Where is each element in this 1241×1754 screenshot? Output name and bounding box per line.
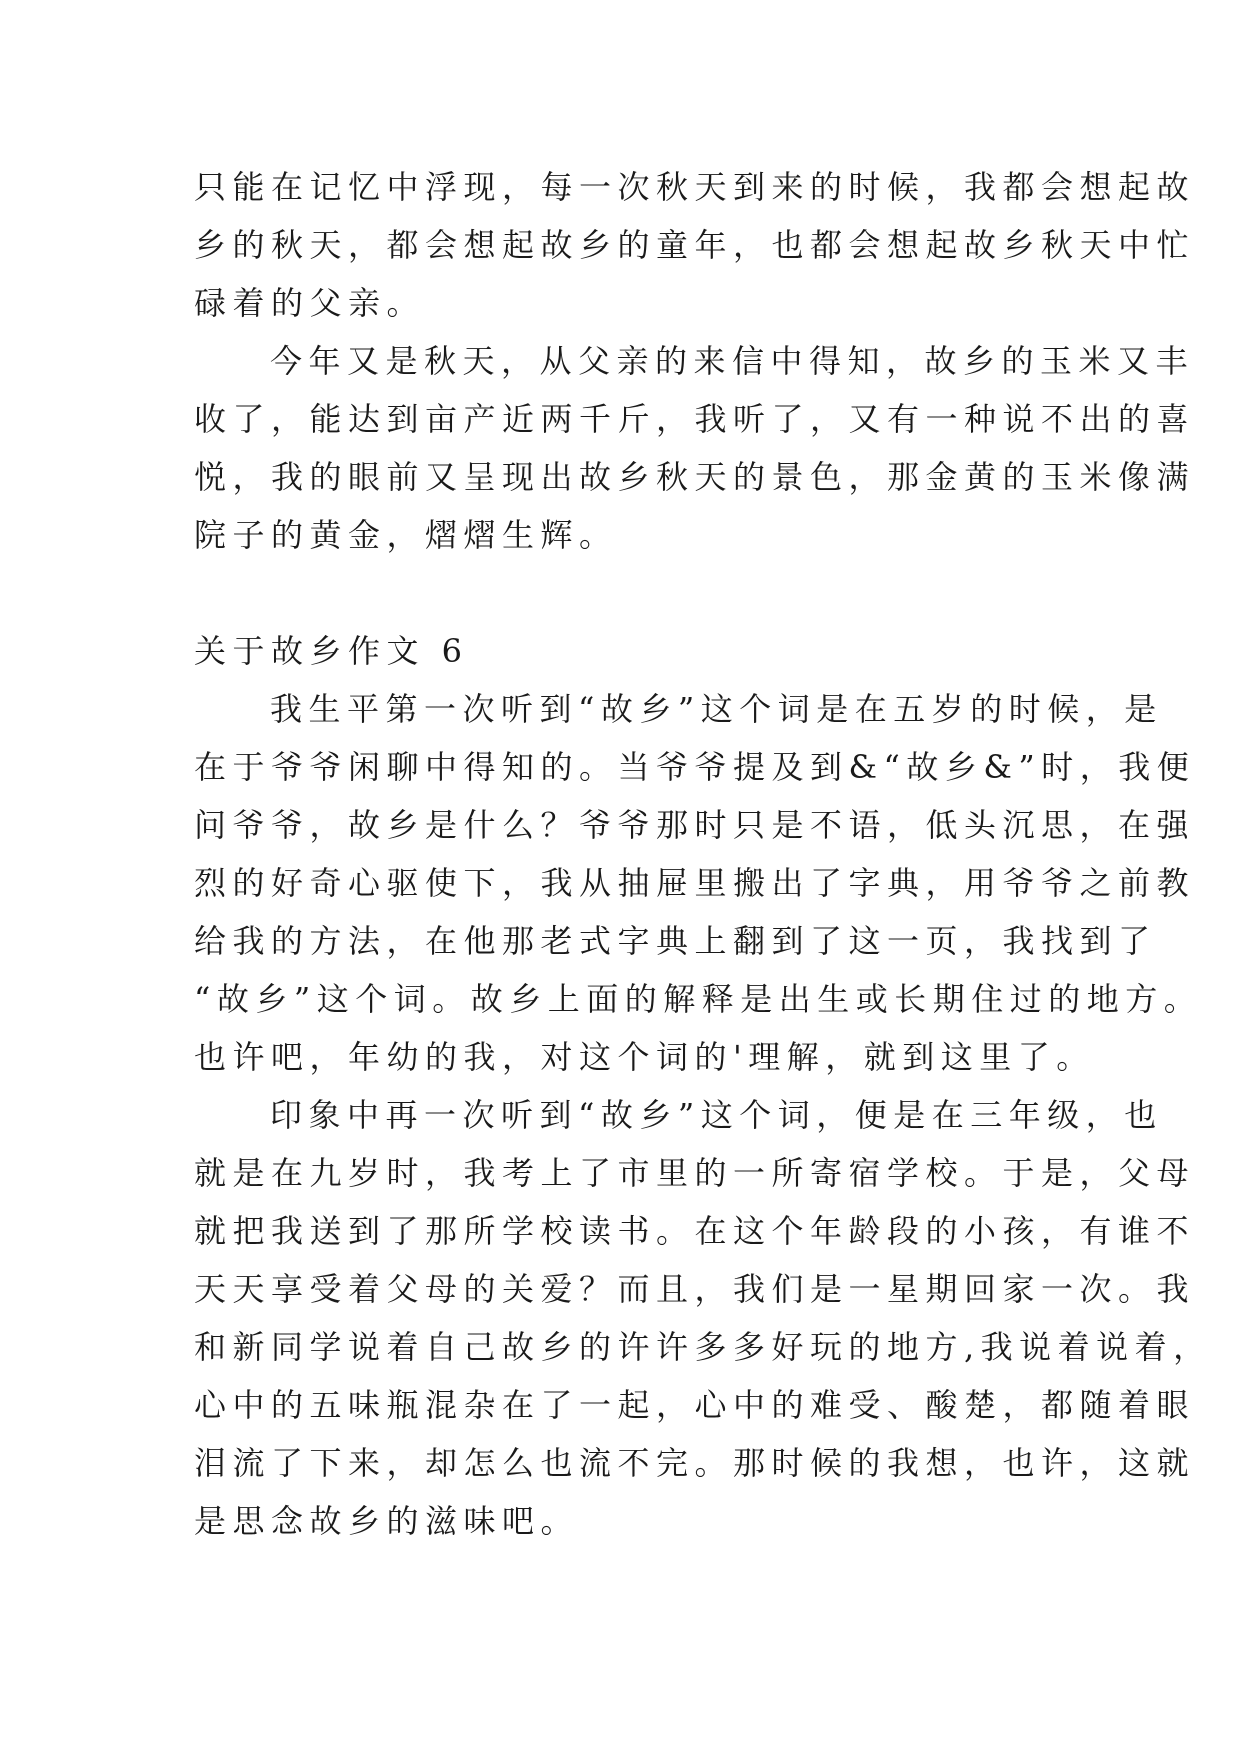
- text-line: 今年又是秋天，从父亲的来信中得知，故乡的玉米又丰: [270, 342, 1195, 380]
- paragraph-spacer: [194, 564, 1054, 622]
- text-line: 收了，能达到亩产近两千斤，我听了，又有一种说不出的喜: [194, 400, 1196, 438]
- text-line: 院子的黄金，熠熠生辉。: [194, 516, 618, 554]
- text-line: 泪流了下来，却怎么也流不完。那时候的我想，也许，这就: [194, 1444, 1196, 1482]
- paragraph: [194, 332, 1196, 564]
- text-line: 只能在记忆中浮现，每一次秋天到来的时候，我都会想起故: [194, 168, 1196, 206]
- text-line: 问爷爷，故乡是什么？爷爷那时只是不语，低头沉思，在强: [194, 806, 1196, 844]
- text-line: 在于爷爷闲聊中得知的。当爷爷提及到&“故乡&”时，我便: [194, 748, 1196, 786]
- text-line: 给我的方法，在他那老式字典上翻到了这一页，我找到了: [194, 922, 1157, 960]
- text-line: 天天享受着父母的关爱？而且，我们是一星期回家一次。我: [194, 1270, 1196, 1308]
- text-line: 就把我送到了那所学校读书。在这个年龄段的小孩，有谁不: [194, 1212, 1196, 1250]
- text-line: 和新同学说着自己故乡的许许多多好玩的地方,我说着说着，: [194, 1328, 1212, 1366]
- text-line: 我生平第一次听到“故乡”这个词是在五岁的时候，是: [270, 690, 1163, 728]
- paragraph: [194, 680, 1203, 1086]
- document-body: [194, 158, 1212, 1550]
- text-line: “故乡”这个词。故乡上面的解释是出生或长期住过的地方。: [194, 980, 1203, 1018]
- paragraph: [194, 158, 1196, 332]
- paragraph: [194, 1086, 1212, 1550]
- text-line: 烈的好奇心驱使下，我从抽屉里搬出了字典，用爷爷之前教: [194, 864, 1196, 902]
- text-line: 乡的秋天，都会想起故乡的童年，也都会想起故乡秋天中忙: [194, 226, 1196, 264]
- text-line: 印象中再一次听到“故乡”这个词，便是在三年级，也: [270, 1096, 1163, 1134]
- text-line: 也许吧，年幼的我，对这个词的'理解，就到这里了。: [194, 1038, 1095, 1076]
- section-title: 关于故乡作文 6: [194, 632, 469, 670]
- text-line: 心中的五味瓶混杂在了一起，心中的难受、酸楚，都随着眼: [194, 1386, 1196, 1424]
- text-line: 碌着的父亲。: [194, 284, 426, 322]
- text-line: 就是在九岁时，我考上了市里的一所寄宿学校。于是，父母: [194, 1154, 1196, 1192]
- text-line: 悦，我的眼前又呈现出故乡秋天的景色，那金黄的玉米像满: [194, 458, 1196, 496]
- text-line: 是思念故乡的滋味吧。: [194, 1502, 580, 1540]
